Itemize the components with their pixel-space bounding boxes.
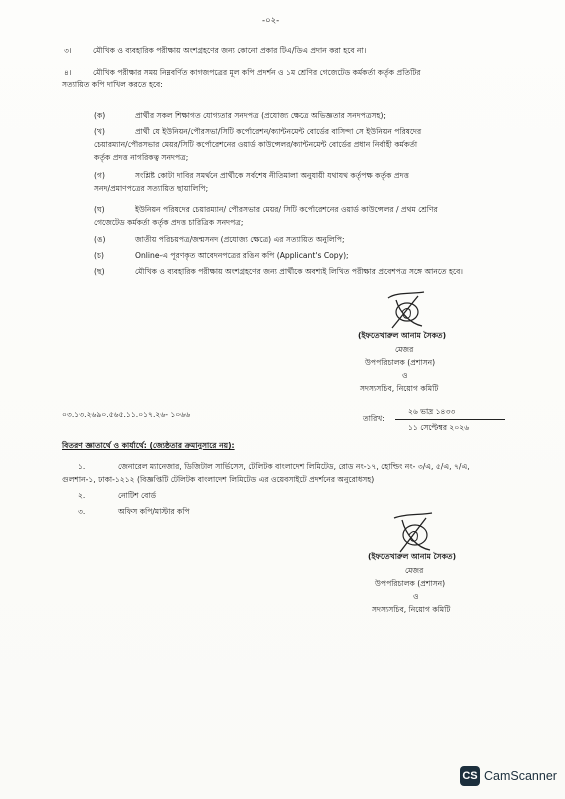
memo-reference: ০৩.১৩.২৬৯০.৫৬৫.১১.০১৭.২৬- ১০৬৬ [62,410,191,419]
signatory-designation: উপপরিচালক (প্রশাসন) [375,579,446,588]
signatory-rank: মেজর [395,345,414,354]
distribution-heading: বিতরণ জ্ঞাতার্থে ও কার্যার্থে: (জ্যেষ্ঠতার ক্রমানুসারে নয়): [62,441,235,450]
point-text: মৌখিক ও ব্যবহারিক পরীক্ষায় অংশগ্রহণের জন্য কোনো প্রকার টিএ/ডিএ প্রদান করা হবে না। [93,46,367,55]
distribution-number: ২. [78,491,86,500]
item-text-line: মৌখিক ও ব্যবহারিক পরীক্ষায় অংশগ্রহণের জন্য প্রার্থীকে অবশ্যই লিখিত পরীক্ষার প্রবেশপত্র সঙ্গে আনতে হবে। [135,267,464,276]
signatory-rank: মেজর [405,566,424,575]
item-text-line: চেয়ারম্যান/পৌরসভার মেয়র/সিটি কর্পোরেশনের ওয়ার্ড কাউন্সেলর/ক্যান্টনমেন্ট বোর্ডের প্রধান নির্বাহী কর্মকর্তা [94,140,418,149]
distribution-text-line: জেনারেল ম্যানেজার, ডিজিটাল সার্ভিসেস, টেলিটক বাংলাদেশ লিমিটেড, রোড নং-১৭, হোল্ডিং নং- ৩/এ, ৫/এ, ৭/এ, [118,462,470,471]
date-divider [395,419,505,420]
point-number: ৪। [64,68,72,77]
item-text-line: সংশ্লিষ্ট কোটা দাবির সমর্থনে প্রার্থীকে সর্বশেষ নীতিমালা অনুযায়ী যথাযথ কর্তৃপক্ষ কর্তৃক প্রদত্ত [135,171,409,180]
point-text-line: মৌখিক পরীক্ষার সময় নিম্নবর্ণিত কাগজপত্রের মূল কপি প্রদর্শন ও ১ম শ্রেণির গেজেটেড কর্মকর্তা কর্তৃক প্রতিটির [93,68,421,77]
page-number: -০২- [262,16,280,26]
item-text-line: কর্তৃক প্রদত্ত নাগরিকত্ব সনদপত্র; [94,153,189,162]
item-label: (খ) [94,127,105,136]
signatory-conjunction: ও [402,371,408,380]
signatory-name: (ইফতেখারুল আনাম সৈকত) [358,331,447,340]
item-text-line: Online-এ পূরণকৃত আবেদনপত্রের রঙিন কপি (Applicant's Copy); [135,251,349,260]
item-text-line: সনদ/প্রমাণপত্রের সত্যায়িত ছায়ালিপি; [94,184,209,193]
signatory-designation: উপপরিচালক (প্রশাসন) [365,358,436,367]
camscanner-watermark [460,766,556,788]
item-label: (ক) [94,111,106,120]
item-text-line: জাতীয় পরিচয়পত্র/জন্মসনদ (প্রযোজ্য ক্ষেত্রে) এর সত্যায়িত অনুলিপি; [135,235,345,244]
item-label: (গ) [94,171,105,180]
item-label: (চ) [94,251,105,260]
camscanner-logo-icon: CS [460,766,480,786]
point-number: ৩। [64,46,72,55]
date-english: ১১ সেপ্টেম্বর ২০২৬ [408,423,470,432]
distribution-number: ৩. [78,507,86,516]
item-label: (ঙ) [94,235,106,244]
distribution-text-line: অফিস কপি/মাস্টার কপি [118,507,190,516]
date-bangla: ২৬ ভাদ্র ১৪৩৩ [408,407,456,416]
distribution-text-line: গুলশান-১, ঢাকা-১২১২ (বিজ্ঞপ্তিটি টেলিটক বাংলাদেশ লিমিটেড এর ওয়েবসাইটে প্রদর্শনের অনুরোধসহ) [62,475,375,484]
signatory-role: সদস্যসচিব, নিয়োগ কমিটি [360,384,439,393]
point-text-line: সত্যায়িত কপি দাখিল করতে হবে: [62,80,163,89]
signatory-conjunction: ও [413,592,419,601]
item-text-line: গেজেটেড কর্মকর্তা কর্তৃক প্রদত্ত চারিত্রিক সনদপত্র; [94,218,244,227]
item-label: (ঘ) [94,205,105,214]
signatory-role: সদস্যসচিব, নিয়োগ কমিটি [372,605,451,614]
item-label: (ছ) [94,267,105,276]
signatory-name: (ইফতেখারুল আনাম সৈকত) [368,552,457,561]
signature-mark [388,512,440,556]
distribution-number: ১. [78,462,86,471]
camscanner-label: CamScanner [484,769,557,783]
date-label: তারিখ: [363,414,385,423]
distribution-text-line: নোটিশ বোর্ড [118,491,157,500]
signature-mark [382,290,432,332]
item-text-line: ইউনিয়ন পরিষদের চেয়ারম্যান/ পৌরসভার মেয়র/ সিটি কর্পোরেশনের ওয়ার্ড কাউন্সেলর / প্রথম শ্রেণির [135,205,438,214]
item-text-line: প্রার্থী যে ইউনিয়ন/পৌরসভা/সিটি কর্পোরেশন/ক্যান্টনমেন্ট বোর্ডের বাসিন্দা সে ইউনিয়ন পরিষদের [135,127,422,136]
item-text-line: প্রার্থীর সকল শিক্ষাগত যোগ্যতার সনদপত্র (প্রযোজ্য ক্ষেত্রে অভিজ্ঞতার সনদপত্রসহ); [135,111,386,120]
